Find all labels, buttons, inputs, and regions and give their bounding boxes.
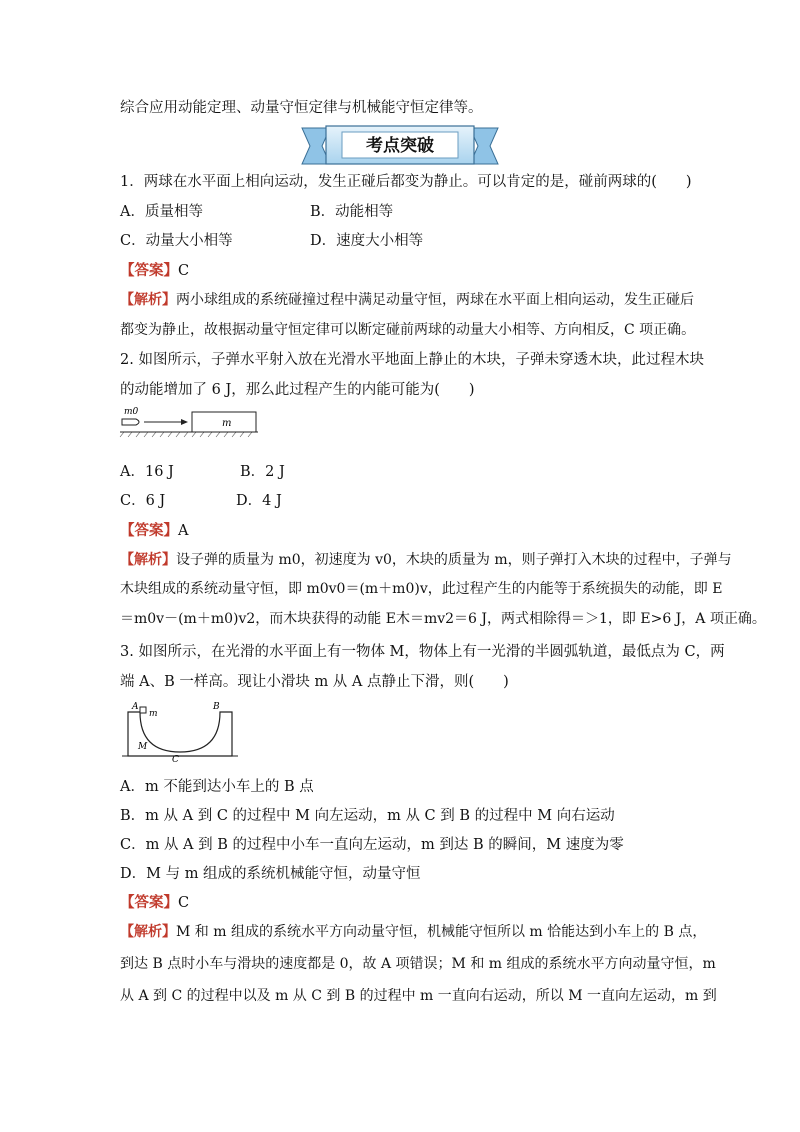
q1-option-c: C．动量大小相等 [120,233,233,249]
section-banner [300,122,500,170]
label-big-m: M [138,742,148,752]
q1-answer-value: C [178,263,190,279]
q2-stem-1: 2. 如图所示，子弹水平射入放在光滑水平地面上静止的木块，子弹未穿透木块，此过程木块 [120,352,704,368]
q2-option-b: B．2 J [240,464,285,480]
q3-figure [122,696,242,766]
q1-option-d: D．速度大小相等 [310,233,424,249]
q2-option-a: A．16 J [120,464,174,480]
q3-answer: 【答案】C [120,894,190,911]
q2-explain-3: ＝m0v－(m＋m0)v2，而木块获得的动能 E木＝mv2＝6 J，两式相除得＝＞1，即 E>6 J，A 项正确。 [120,611,766,627]
q1-answer [120,261,189,281]
explain-label: 【解析】 [120,292,176,308]
q3-stem-1: 3. 如图所示，在光滑的水平面上有一物体 M，物体上有一光滑的半圆弧轨道，最低点为 C，两 [120,644,725,660]
q2-answer-value: A [178,523,189,539]
q3-option-b: B．m 从 A 到 C 的过程中 M 向左运动，m 从 C 到 B 的过程中 M 向右运动 [120,808,615,824]
q2-explain-1: 【解析】设子弹的质量为 m0，初速度为 v0，木块的质量为 m，则子弹打入木块的过程中，子弹与 [120,552,732,568]
label-m: m [149,709,158,719]
q3-explain-2: 到达 B 点时小车与滑块的速度都是 0，故 A 项错误；M 和 m 组成的系统水平方向动量守恒，m [120,956,716,972]
q1-option-b: B．动能相等 [310,204,394,220]
block-label: m [222,418,232,429]
q3-answer-value: C [178,895,190,911]
q3-option-c: C．m 从 A 到 B 的过程中小车一直向左运动，m 到达 B 的瞬间，M 速度为零 [120,837,624,853]
bullet-shape [122,419,139,425]
q3-option-d: D．M 与 m 组成的系统机械能守恒，动量守恒 [120,866,421,882]
q3-option-a: A．m 不能到达小车上的 B 点 [120,779,314,795]
answer-label: 【答案】 [120,262,178,279]
q2-explain-2: 木块组成的系统动量守恒，即 m0v0＝(m＋m0)v，此过程产生的内能等于系统损失的动能，即 E [120,581,723,597]
banner-title: 考点突破 [366,136,434,156]
label-a: A [132,702,139,712]
q1-option-a: A．质量相等 [120,204,203,220]
q3-explain-1: 【解析】M 和 m 组成的系统水平方向动量守恒，机械能守恒所以 m 恰能达到小车上的 B 点， [120,924,707,940]
q2-answer: 【答案】A [120,522,189,539]
q3-stem-2: 端 A、B 一样高。现让小滑块 m 从 A 点静止下滑，则( ) [120,674,509,690]
bullet-label: m0 [124,407,139,417]
slider-block [140,707,146,713]
q2-option-c: C．6 J [120,493,166,509]
q3-explain-3: 从 A 到 C 的过程中以及 m 从 C 到 B 的过程中 m 一直向右运动，所以 M 一直向左运动，m 到 [120,988,717,1004]
intro-text: 综合应用动能定理、动量守恒定律与机械能守恒定律等。 [120,100,483,116]
q1-explain-2: 都变为静止，故根据动量守恒定律可以断定碰前两球的动量大小相等、方向相反，C 项正确。 [120,322,696,338]
q1-stem: 1．两球在水平面上相向运动，发生正碰后都变为静止。可以肯定的是，碰前两球的( ) [120,174,692,190]
label-c: C [172,755,179,765]
q1-explain-1: 【解析】两小球组成的系统碰撞过程中满足动量守恒，两球在水平面上相向运动，发生正碰后 [120,292,694,308]
q2-figure [118,402,268,438]
q2-option-d: D．4 J [236,493,282,509]
label-b: B [213,702,220,712]
q2-stem-2: 的动能增加了 6 J，那么此过程产生的内能可能为( ) [120,382,475,398]
